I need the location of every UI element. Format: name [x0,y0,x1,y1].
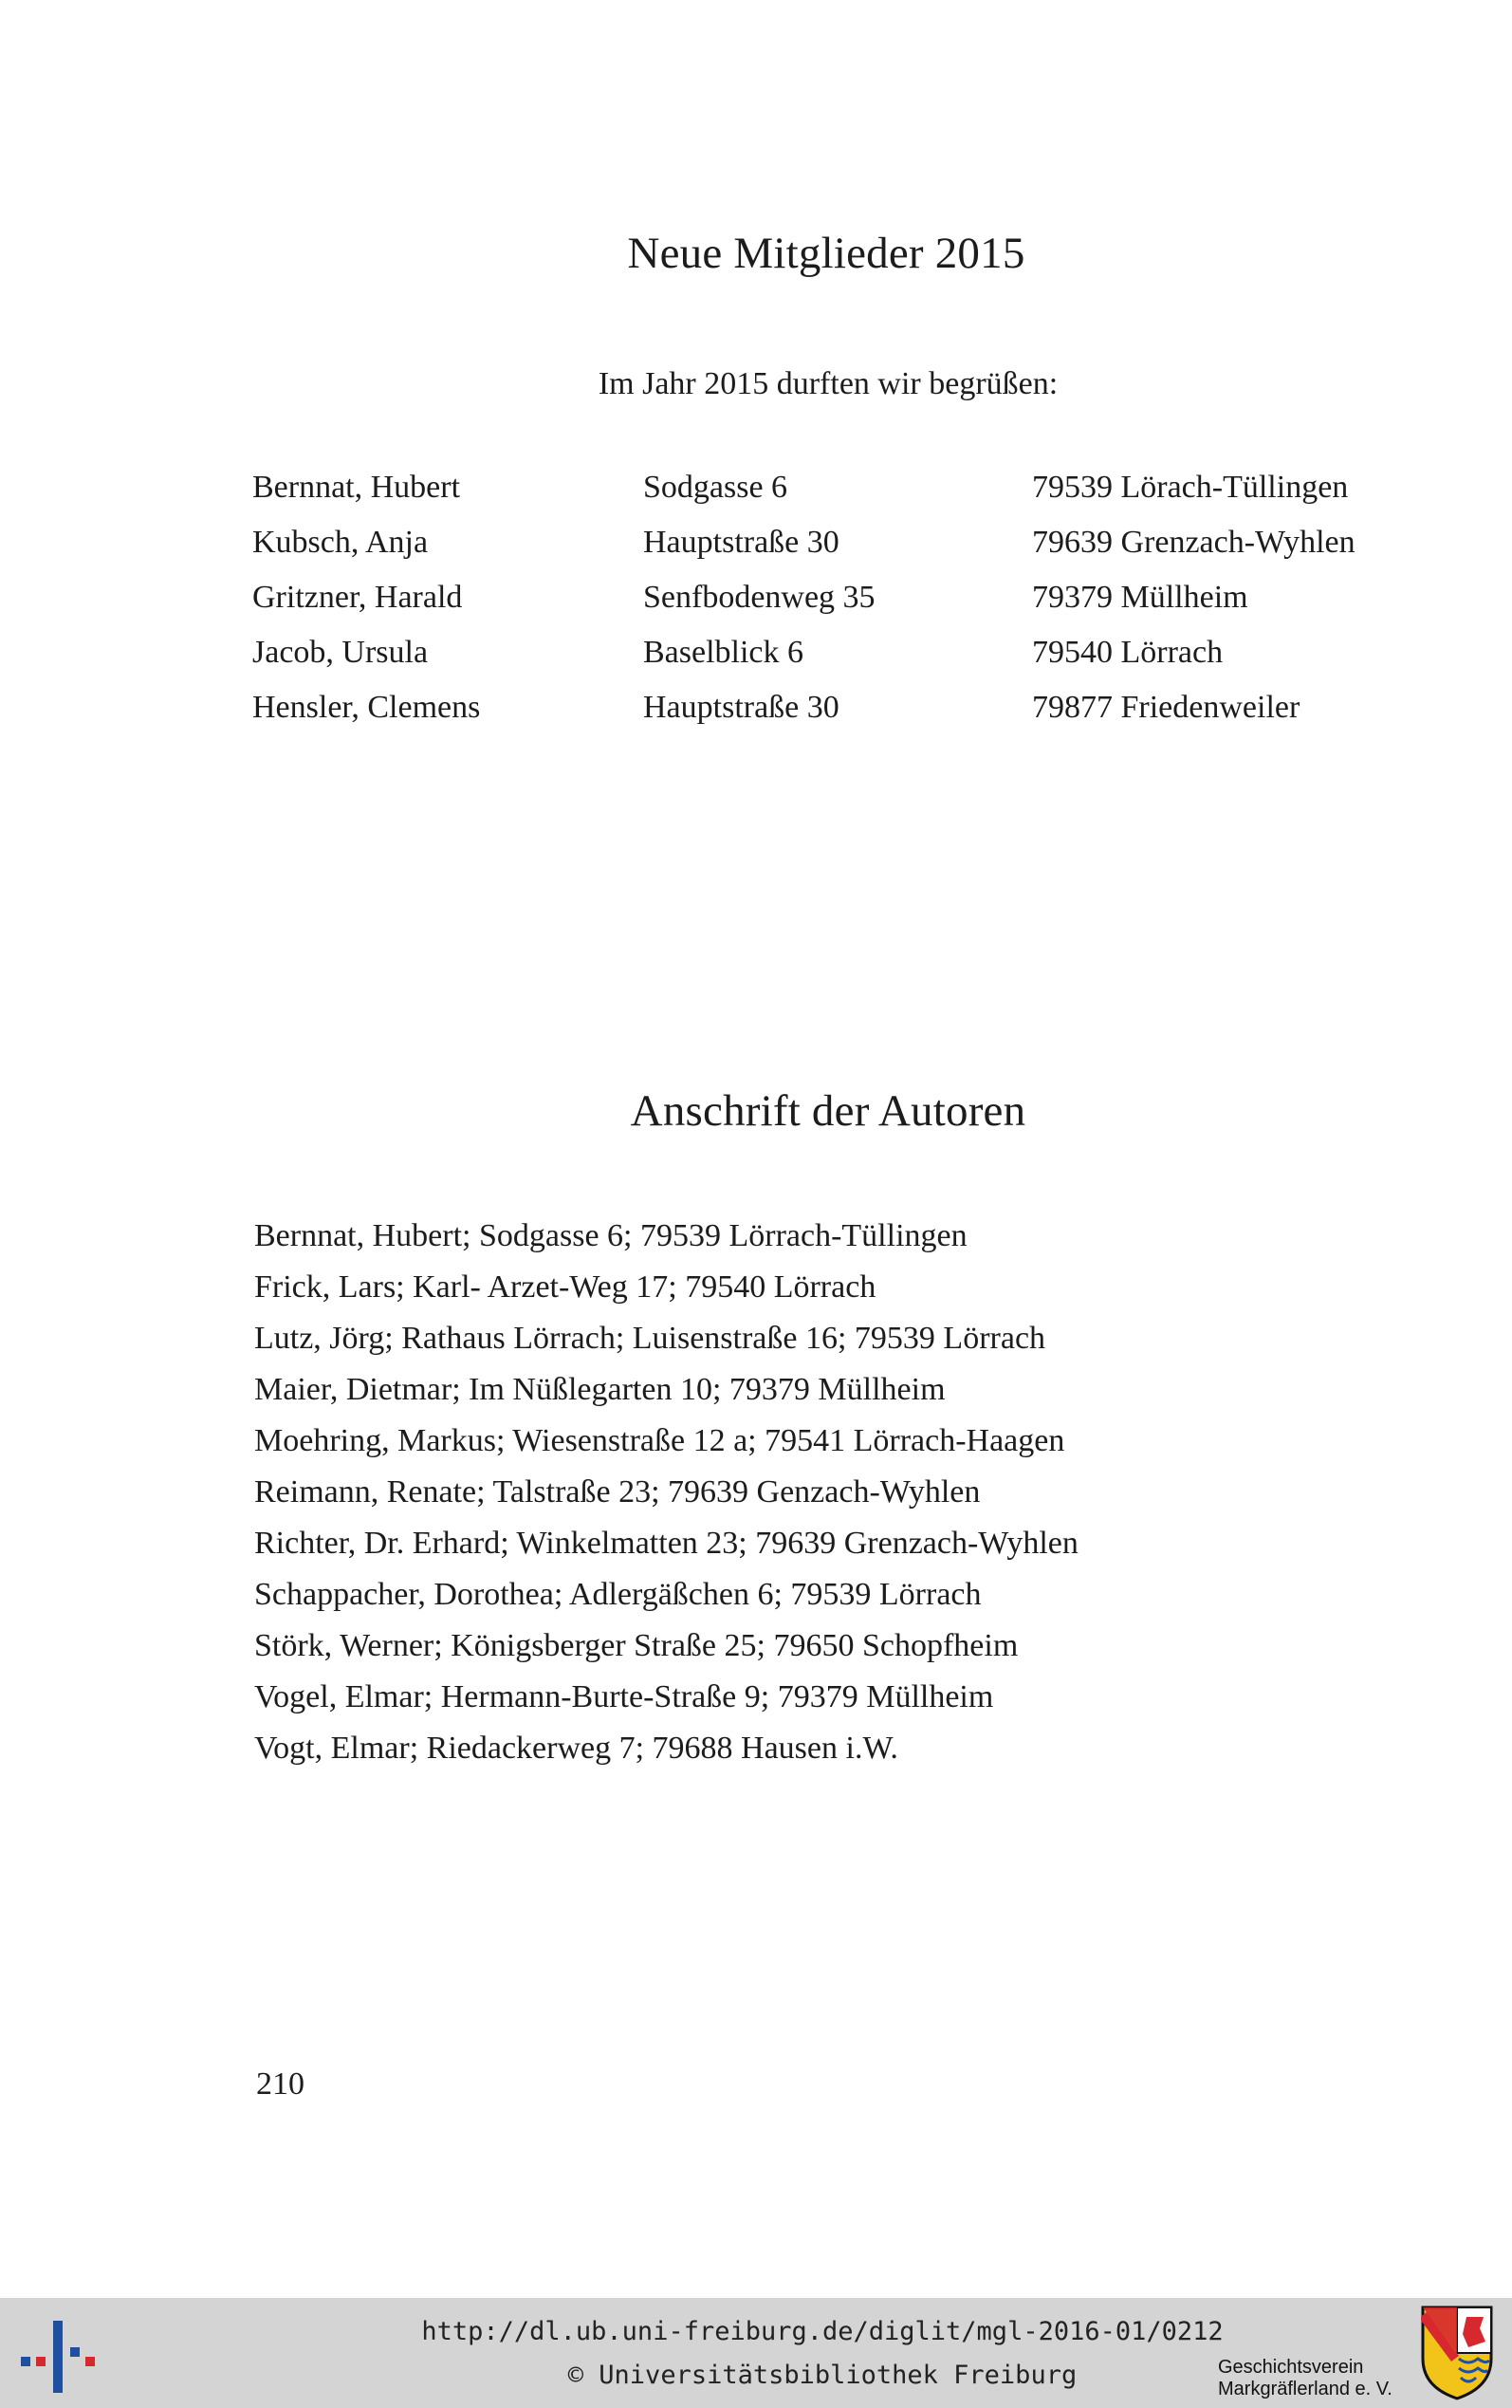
member-city: 79540 Lörrach [1032,635,1224,670]
footer-bar [0,2298,1512,2408]
authors-heading: Anschrift der Autoren [630,1086,1026,1136]
author-address: Moehring, Markus; Wiesenstraße 12 a; 79541 Lörrach-Haagen [254,1423,1065,1458]
member-street: Sodgasse 6 [643,470,788,505]
author-address: Bernnat, Hubert; Sodgasse 6; 79539 Lörrach-Tüllingen [254,1218,968,1253]
member-name: Bernnat, Hubert [252,470,461,505]
member-name: Kubsch, Anja [252,525,429,560]
member-street: Hauptstraße 30 [643,525,839,560]
member-city: 79639 Grenzach-Wyhlen [1032,525,1355,560]
member-row [252,635,1391,690]
new-members-intro: Im Jahr 2015 durften wir begrüßen: [598,366,1059,401]
member-street: Hauptstraße 30 [643,690,839,725]
member-street: Baselblick 6 [643,635,804,670]
member-name: Hensler, Clemens [252,690,481,725]
author-address: Vogt, Elmar; Riedackerweg 7; 79688 Hausen i.W. [254,1731,898,1766]
author-address: Maier, Dietmar; Im Nüßlegarten 10; 79379 Müllheim [254,1372,946,1407]
society-line-1: Geschichtsverein [1218,2357,1364,2378]
author-address: Schappacher, Dorothea; Adlergäßchen 6; 79539 Lörrach [254,1577,982,1612]
author-address: Reimann, Renate; Talstraße 23; 79639 Genzach-Wyhlen [254,1474,981,1510]
author-address: Störk, Werner; Königsberger Straße 25; 79650 Schopfheim [254,1628,1019,1663]
member-street: Senfbodenweg 35 [643,580,876,615]
author-address: Vogel, Elmar; Hermann-Burte-Straße 9; 79379 Müllheim [254,1679,994,1714]
coat-of-arms-icon [1421,2306,1493,2400]
member-name: Jacob, Ursula [252,635,429,670]
new-members-heading: Neue Mitglieder 2015 [627,229,1025,278]
member-row [252,525,1391,580]
member-row [252,690,1391,745]
member-row [252,470,1391,525]
society-name [1218,2357,1392,2400]
member-city: 79539 Lörach-Tüllingen [1032,470,1349,505]
copyright-text: © Universitätsbibliothek Freiburg [567,2361,1078,2390]
author-address: Frick, Lars; Karl- Arzet-Weg 17; 79540 Lörrach [254,1269,876,1305]
member-city: 79379 Müllheim [1032,580,1248,615]
society-line-2: Markgräflerland e. V. [1218,2379,1392,2399]
member-row [252,580,1391,635]
document-url-link[interactable]: http://dl.ub.uni-freiburg.de/diglit/mgl-2016-01/0212 [421,2317,1224,2346]
page-number: 210 [256,2066,304,2102]
author-address: Lutz, Jörg; Rathaus Lörrach; Luisenstraße 16; 79539 Lörrach [254,1321,1046,1356]
author-address: Richter, Dr. Erhard; Winkelmatten 23; 79639 Grenzach-Wyhlen [254,1526,1079,1561]
member-city: 79877 Friedenweiler [1032,690,1300,725]
member-name: Gritzner, Harald [252,580,463,615]
